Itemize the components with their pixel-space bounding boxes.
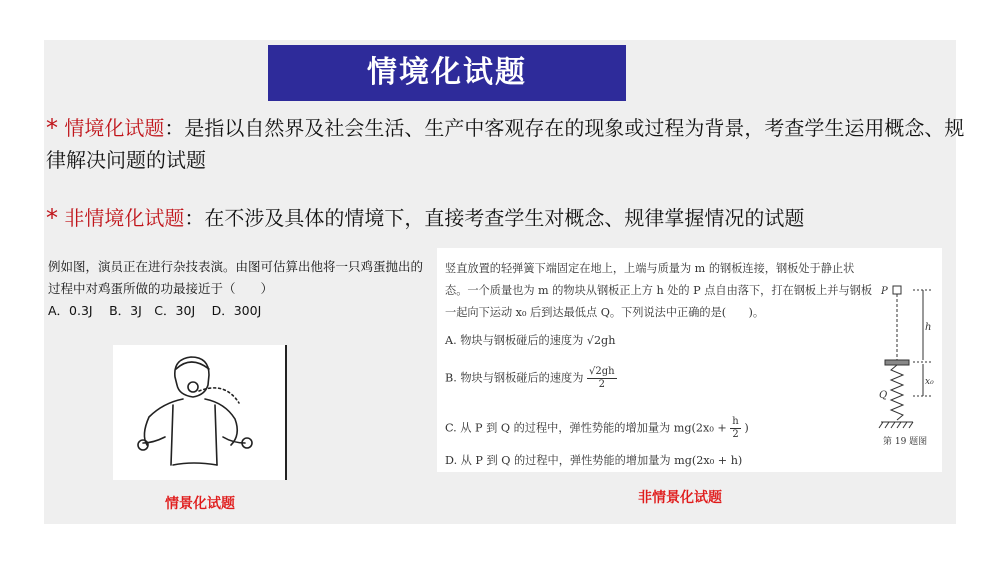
option-b <box>445 366 875 391</box>
definition-text: ：在不涉及具体的情境下，直接考查学生对概念、规律掌握情况的试题 <box>184 206 805 230</box>
option-c <box>445 416 875 441</box>
option-c-close: ) <box>744 421 749 435</box>
caption-situational: 情景化试题 <box>165 496 235 512</box>
page-title: 情境化试题 <box>268 45 626 101</box>
option-b-text: B. 物块与钢板碰后的速度为 <box>445 371 584 385</box>
option-b-fraction <box>587 366 617 391</box>
juggler-illustration <box>113 345 287 480</box>
juggler-drawing <box>113 345 285 480</box>
option-c-fraction <box>730 416 740 441</box>
example-question-text: 例如图，演员正在进行杂技表演。由图可估算出他将一只鸡蛋抛出的过程中对鸡蛋所做的功最接近于（ ） <box>48 259 424 296</box>
label-h: h <box>925 322 932 333</box>
label-q: Q <box>879 390 888 401</box>
problem-stem: 竖直放置的轻弹簧下端固定在地上，上端与质量为 m 的钢板连接，钢板处于静止状态。一个质量也为 m 的物块从钢板正上方 h 处的 P 点自由落下，打在钢板上并与钢板一起向下运动 x₀ 后到达最低点 Q。下列说法中正确的是( )。 <box>445 262 873 319</box>
fraction-numerator: h <box>732 416 739 427</box>
option-a: A. 物块与钢板碰后的速度为 √2gh <box>445 334 616 347</box>
example-question-options: A．0.3J B．3J C．30J D．300J <box>48 303 262 318</box>
option-c-text: C. 从 P 到 Q 的过程中，弹性势能的增加量为 mg(2x₀ + <box>445 421 727 435</box>
block-p <box>893 286 901 294</box>
label-p: P <box>881 286 888 297</box>
steel-plate <box>885 360 909 365</box>
bullet-star: * <box>46 204 58 232</box>
definition-non-situational <box>46 202 966 234</box>
definition-term: 非情境化试题 <box>64 206 185 230</box>
example-question <box>48 256 428 322</box>
fraction-denominator: 2 <box>732 429 739 440</box>
spring <box>891 365 903 420</box>
fraction-denominator: 2 <box>598 379 605 390</box>
physics-problem <box>437 248 942 472</box>
bullet-star: * <box>46 114 58 142</box>
figure-caption: 第 19 题图 <box>883 437 928 447</box>
definition-text: ：是指以自然界及社会生活、生产中客观存在的现象或过程为背景，考查学生运用概念、规律解决问题的试题 <box>46 116 965 172</box>
label-x0: x₀ <box>925 377 934 387</box>
definition-term: 情境化试题 <box>64 116 165 140</box>
fraction-numerator: √2gh <box>588 366 615 377</box>
spring-diagram <box>877 264 937 464</box>
caption-non-situational: 非情景化试题 <box>638 490 722 506</box>
option-d: D. 从 P 到 Q 的过程中，弹性势能的增加量为 mg(2x₀ + h) <box>445 454 743 467</box>
definition-situational <box>46 112 966 176</box>
